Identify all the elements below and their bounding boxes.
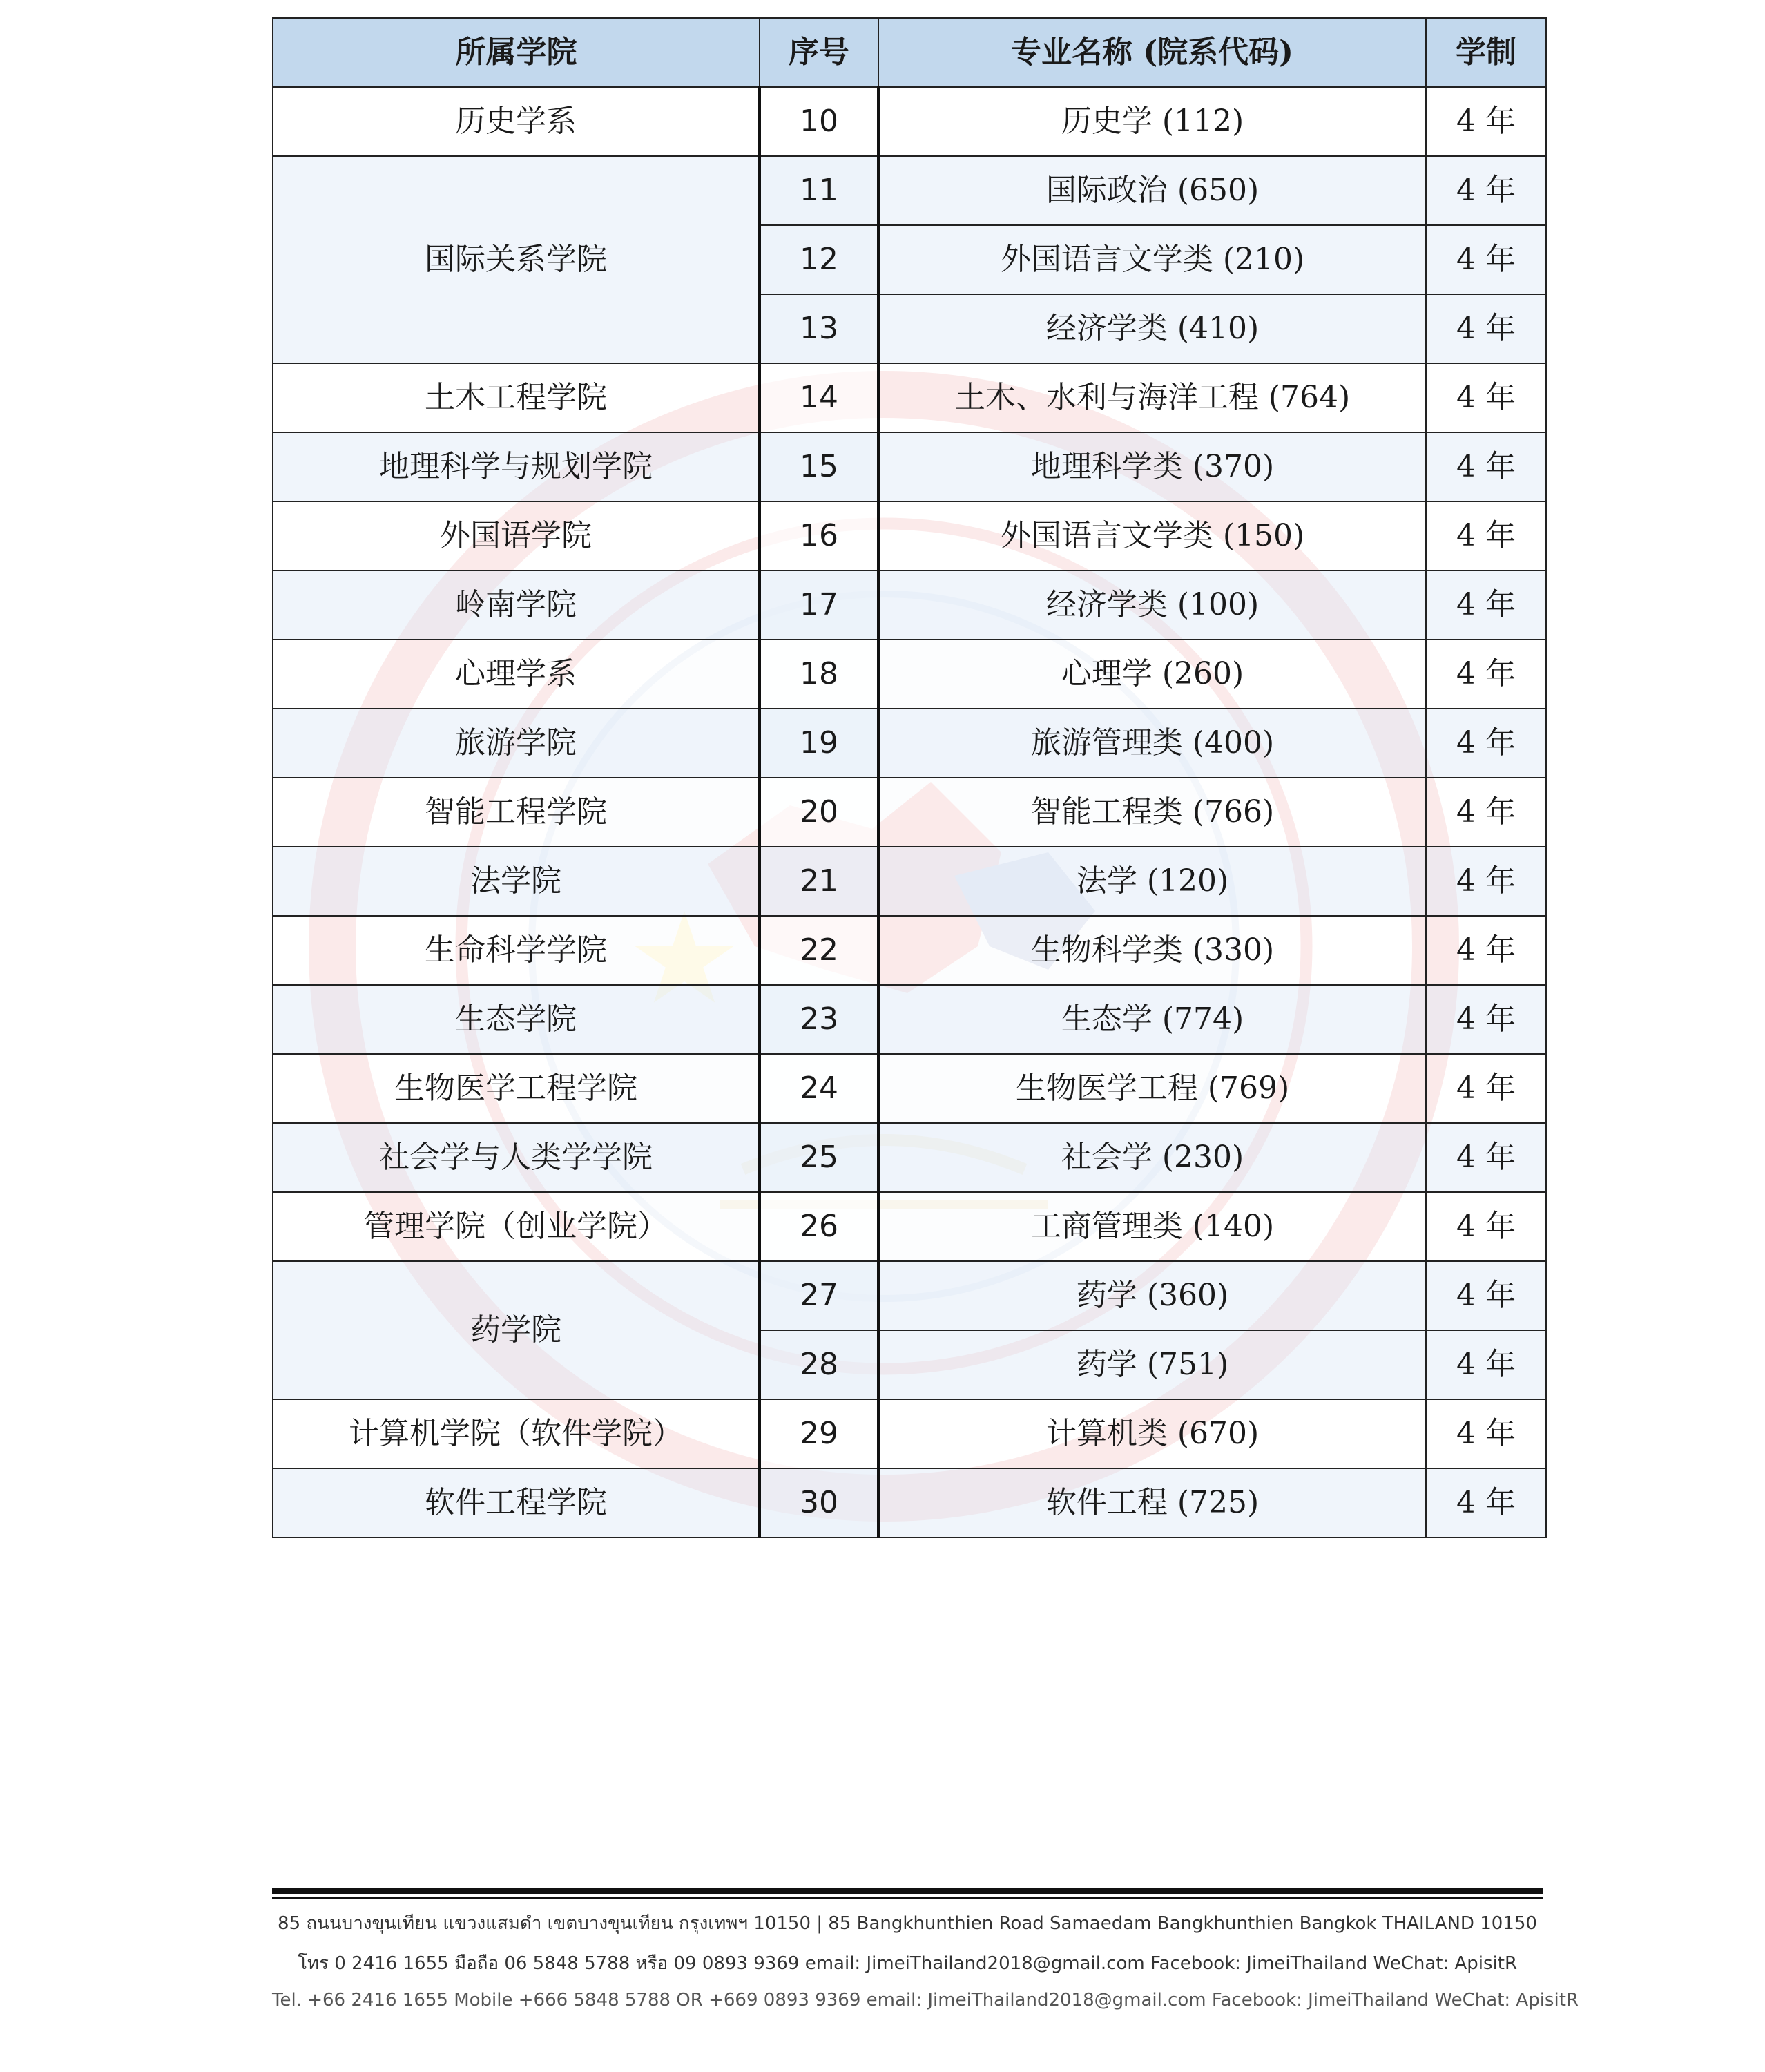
major-cell: 计算机类 (670) bbox=[878, 1399, 1426, 1468]
seq-cell: 11 bbox=[760, 156, 878, 225]
major-cell: 外国语言文学类 (150) bbox=[878, 501, 1426, 570]
duration-cell: 4 年 bbox=[1426, 1192, 1546, 1261]
table-row bbox=[273, 778, 1546, 847]
college-cell: 岭南学院 bbox=[273, 570, 760, 640]
seq-cell: 16 bbox=[760, 501, 878, 570]
duration-header: 学制 bbox=[1426, 18, 1546, 87]
table-row bbox=[273, 363, 1546, 432]
major-cell: 地理科学类 (370) bbox=[878, 432, 1426, 501]
seq-header: 序号 bbox=[760, 18, 878, 87]
seq-cell: 19 bbox=[760, 709, 878, 778]
major-cell: 生物科学类 (330) bbox=[878, 916, 1426, 985]
college-cell: 生命科学学院 bbox=[273, 916, 760, 985]
college-cell: 药学院 bbox=[273, 1261, 760, 1399]
major-cell: 国际政治 (650) bbox=[878, 156, 1426, 225]
major-cell: 土木、水利与海洋工程 (764) bbox=[878, 363, 1426, 432]
college-cell: 软件工程学院 bbox=[273, 1468, 760, 1537]
seq-cell: 20 bbox=[760, 778, 878, 847]
duration-cell: 4 年 bbox=[1426, 1468, 1546, 1537]
college-cell: 生态学院 bbox=[273, 985, 760, 1054]
table-row bbox=[273, 87, 1546, 156]
seq-cell: 29 bbox=[760, 1399, 878, 1468]
major-cell: 法学 (120) bbox=[878, 847, 1426, 916]
table-row bbox=[273, 432, 1546, 501]
duration-cell: 4 年 bbox=[1426, 432, 1546, 501]
table-row bbox=[273, 640, 1546, 709]
college-cell: 管理学院（创业学院） bbox=[273, 1192, 760, 1261]
table-row bbox=[273, 1054, 1546, 1123]
college-cell: 智能工程学院 bbox=[273, 778, 760, 847]
duration-cell: 4 年 bbox=[1426, 916, 1546, 985]
seq-cell: 13 bbox=[760, 294, 878, 363]
duration-cell: 4 年 bbox=[1426, 1330, 1546, 1399]
college-cell: 法学院 bbox=[273, 847, 760, 916]
seq-cell: 12 bbox=[760, 225, 878, 294]
table-row bbox=[273, 501, 1546, 570]
duration-cell: 4 年 bbox=[1426, 501, 1546, 570]
duration-cell: 4 年 bbox=[1426, 363, 1546, 432]
seq-cell: 15 bbox=[760, 432, 878, 501]
seq-cell: 10 bbox=[760, 87, 878, 156]
seq-cell: 14 bbox=[760, 363, 878, 432]
table-header-row bbox=[273, 18, 1546, 87]
majors-table bbox=[272, 17, 1547, 1538]
duration-cell: 4 年 bbox=[1426, 709, 1546, 778]
major-cell: 智能工程类 (766) bbox=[878, 778, 1426, 847]
college-cell: 历史学系 bbox=[273, 87, 760, 156]
duration-cell: 4 年 bbox=[1426, 1261, 1546, 1330]
seq-cell: 21 bbox=[760, 847, 878, 916]
table-row bbox=[273, 1468, 1546, 1537]
seq-cell: 30 bbox=[760, 1468, 878, 1537]
seq-cell: 28 bbox=[760, 1330, 878, 1399]
table-body bbox=[273, 87, 1546, 1537]
seq-cell: 22 bbox=[760, 916, 878, 985]
major-cell: 生态学 (774) bbox=[878, 985, 1426, 1054]
seq-cell: 27 bbox=[760, 1261, 878, 1330]
duration-cell: 4 年 bbox=[1426, 778, 1546, 847]
major-cell: 历史学 (112) bbox=[878, 87, 1426, 156]
seq-cell: 24 bbox=[760, 1054, 878, 1123]
college-cell: 社会学与人类学学院 bbox=[273, 1123, 760, 1192]
major-header: 专业名称 (院系代码) bbox=[878, 18, 1426, 87]
table-row bbox=[273, 156, 1546, 225]
college-cell: 外国语学院 bbox=[273, 501, 760, 570]
duration-cell: 4 年 bbox=[1426, 225, 1546, 294]
college-cell: 地理科学与规划学院 bbox=[273, 432, 760, 501]
footer-contact-english: Tel. +66 2416 1655 Mobile +666 5848 5788 OR +669 0893 9369 email: JimeiThailand2018@gmail.com Facebook: JimeiThailand WeChat: ApisitR bbox=[272, 1990, 1579, 2011]
seq-cell: 25 bbox=[760, 1123, 878, 1192]
duration-cell: 4 年 bbox=[1426, 294, 1546, 363]
duration-cell: 4 年 bbox=[1426, 847, 1546, 916]
footer-contact-thai: โทร 0 2416 1655 มือถือ 06 5848 5788 หรือ 09 0893 9369 email: JimeiThailand2018@gmail.com Facebook: JimeiThailand WeChat: ApisitR bbox=[297, 1953, 1518, 1974]
table-row bbox=[273, 1192, 1546, 1261]
footer-address: 85 ถนนบางขุนเทียน แขวงแสมดำ เขตบางขุนเทียน กรุงเทพฯ 10150 | 85 Bangkhunthien Road Samaedam Bangkhunthien Bangkok THAILAND 10150 bbox=[278, 1913, 1537, 1934]
major-cell: 旅游管理类 (400) bbox=[878, 709, 1426, 778]
seq-cell: 26 bbox=[760, 1192, 878, 1261]
major-cell: 药学 (360) bbox=[878, 1261, 1426, 1330]
footer-rule-thin bbox=[272, 1897, 1543, 1899]
table-row bbox=[273, 985, 1546, 1054]
duration-cell: 4 年 bbox=[1426, 570, 1546, 640]
seq-cell: 18 bbox=[760, 640, 878, 709]
table-row bbox=[273, 1123, 1546, 1192]
table-row bbox=[273, 709, 1546, 778]
college-cell: 生物医学工程学院 bbox=[273, 1054, 760, 1123]
duration-cell: 4 年 bbox=[1426, 1123, 1546, 1192]
major-cell: 生物医学工程 (769) bbox=[878, 1054, 1426, 1123]
duration-cell: 4 年 bbox=[1426, 156, 1546, 225]
duration-cell: 4 年 bbox=[1426, 87, 1546, 156]
seq-cell: 17 bbox=[760, 570, 878, 640]
college-cell: 旅游学院 bbox=[273, 709, 760, 778]
duration-cell: 4 年 bbox=[1426, 640, 1546, 709]
major-cell: 社会学 (230) bbox=[878, 1123, 1426, 1192]
major-cell: 心理学 (260) bbox=[878, 640, 1426, 709]
college-cell: 计算机学院（软件学院） bbox=[273, 1399, 760, 1468]
major-cell: 药学 (751) bbox=[878, 1330, 1426, 1399]
college-cell: 国际关系学院 bbox=[273, 156, 760, 363]
footer-rule-thick bbox=[272, 1888, 1543, 1894]
college-header: 所属学院 bbox=[273, 18, 760, 87]
major-cell: 软件工程 (725) bbox=[878, 1468, 1426, 1537]
table-row bbox=[273, 570, 1546, 640]
table-row bbox=[273, 1399, 1546, 1468]
duration-cell: 4 年 bbox=[1426, 985, 1546, 1054]
table-row bbox=[273, 847, 1546, 916]
major-cell: 工商管理类 (140) bbox=[878, 1192, 1426, 1261]
duration-cell: 4 年 bbox=[1426, 1399, 1546, 1468]
table-row bbox=[273, 916, 1546, 985]
major-cell: 经济学类 (410) bbox=[878, 294, 1426, 363]
table-row bbox=[273, 1261, 1546, 1330]
major-cell: 外国语言文学类 (210) bbox=[878, 225, 1426, 294]
seq-cell: 23 bbox=[760, 985, 878, 1054]
duration-cell: 4 年 bbox=[1426, 1054, 1546, 1123]
major-cell: 经济学类 (100) bbox=[878, 570, 1426, 640]
college-cell: 土木工程学院 bbox=[273, 363, 760, 432]
college-cell: 心理学系 bbox=[273, 640, 760, 709]
